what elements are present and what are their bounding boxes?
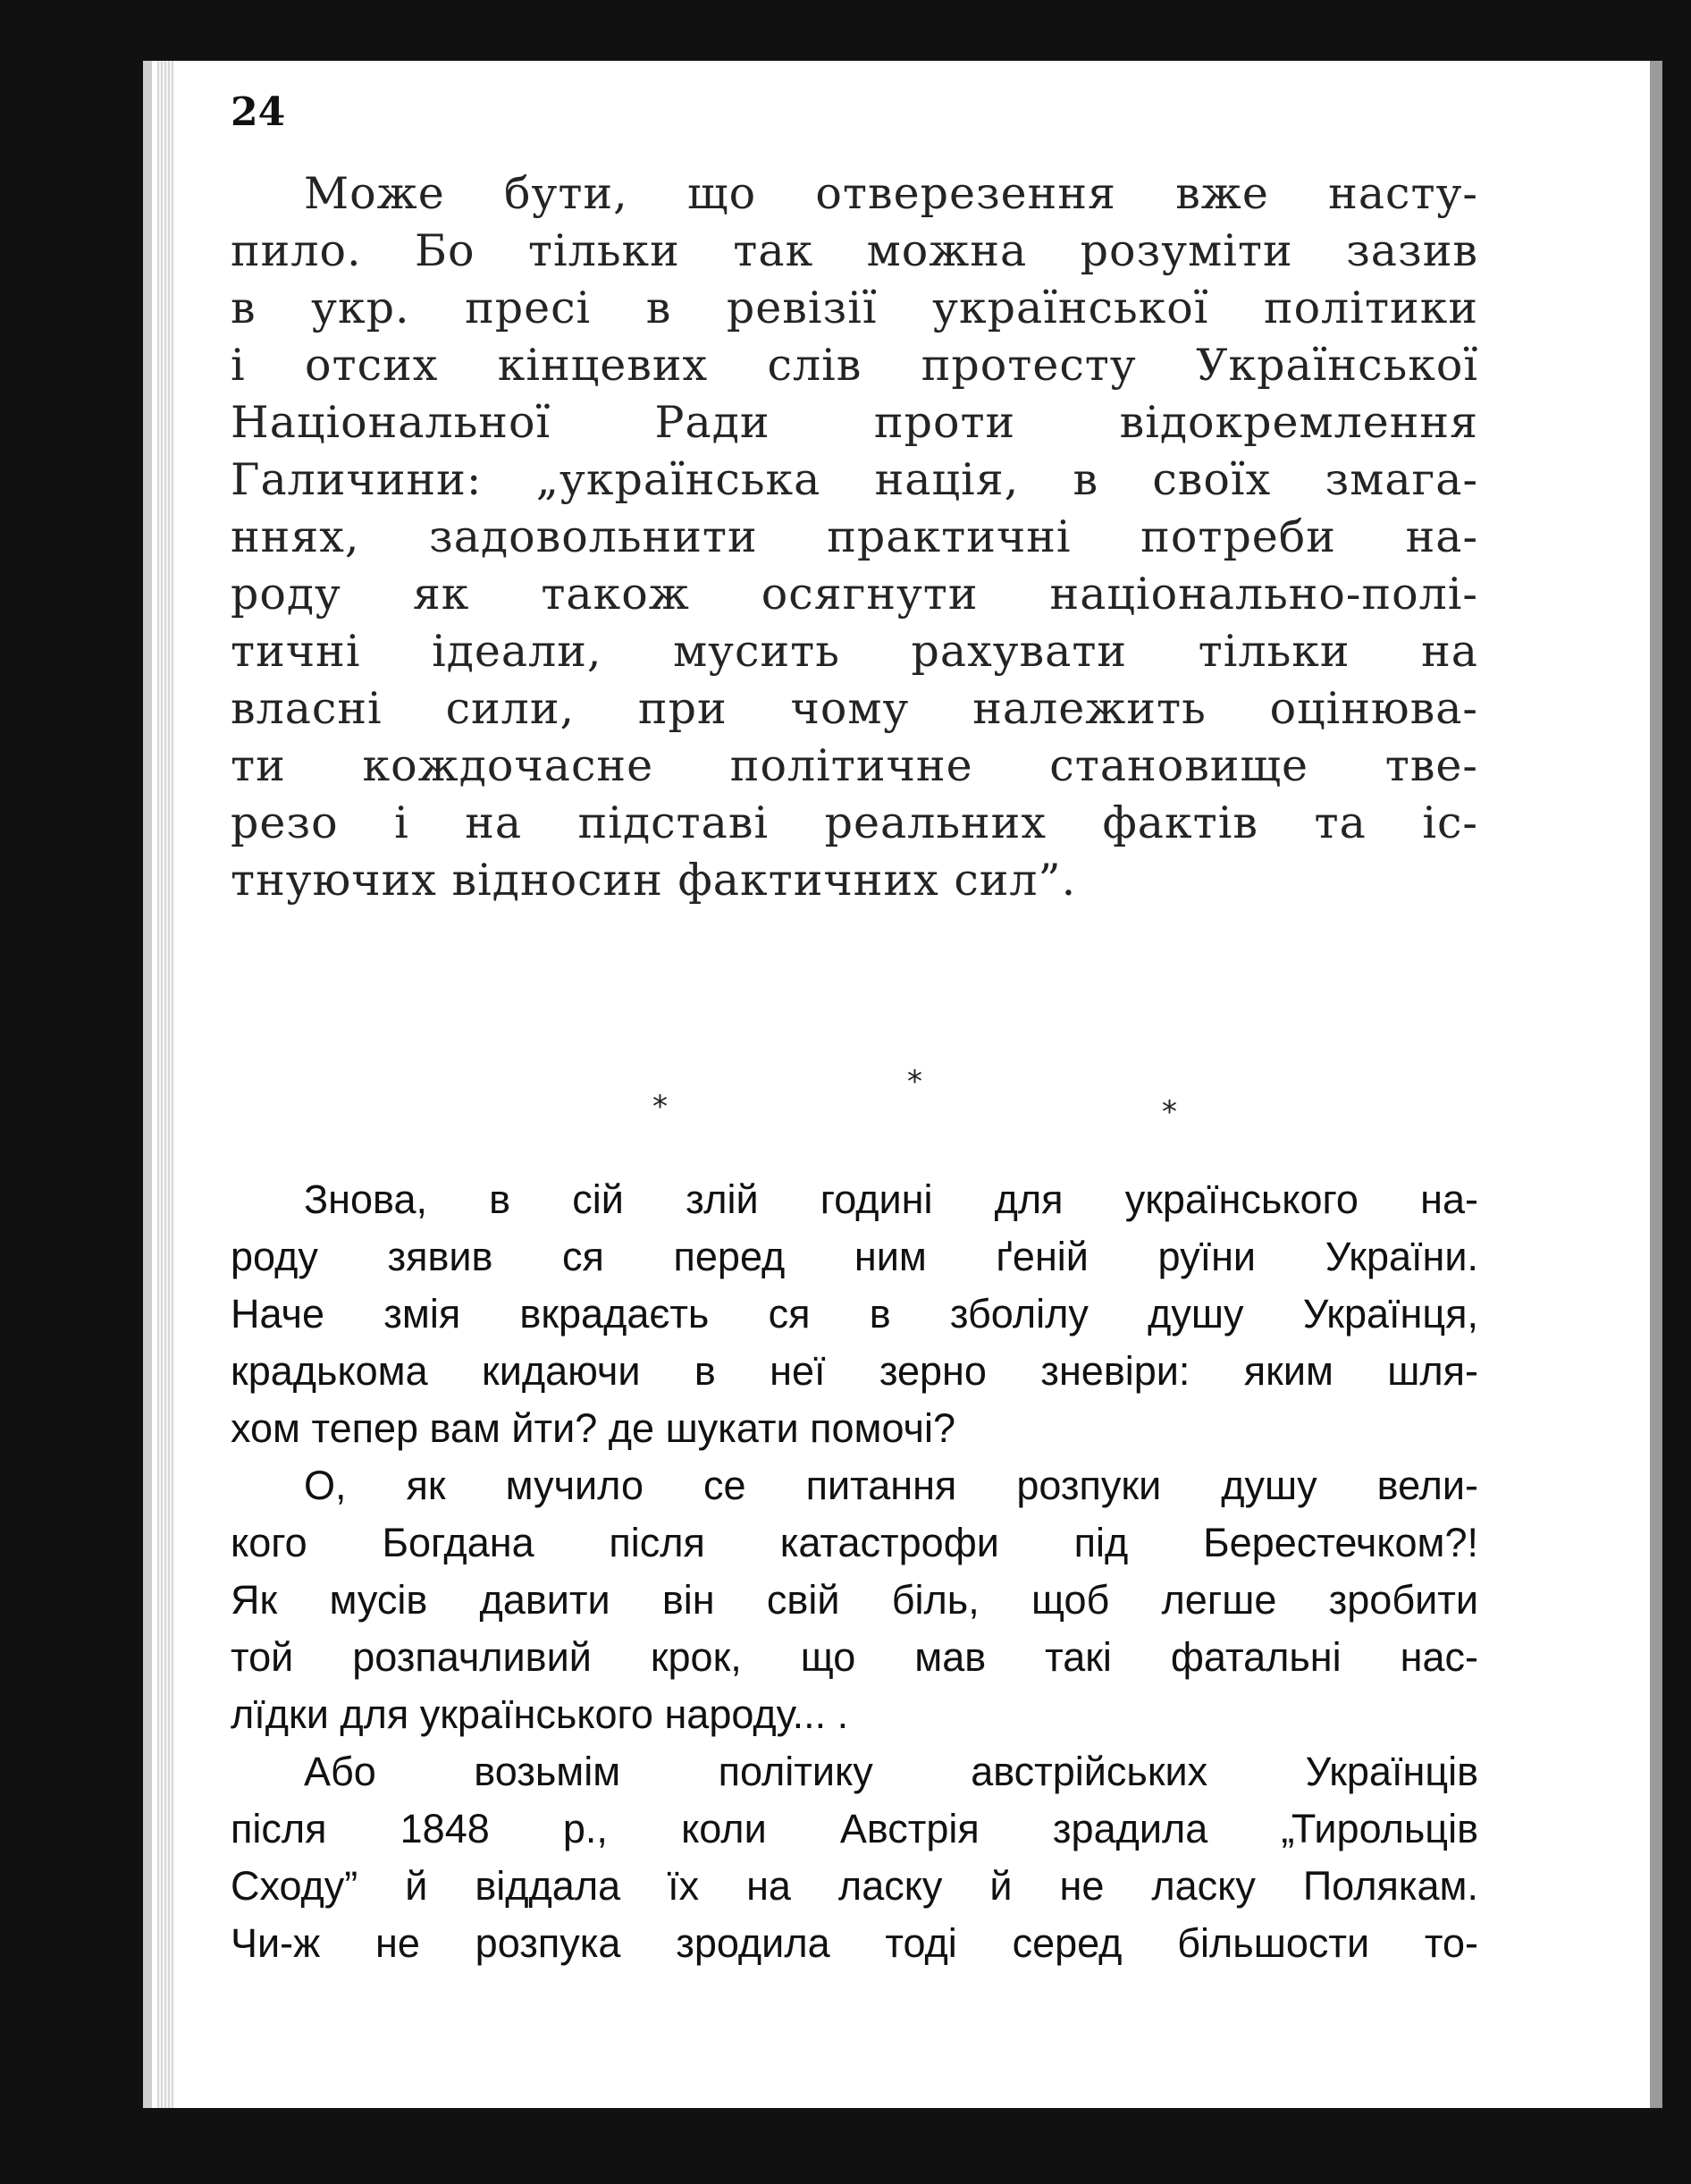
text-line: ти кождочасне політичне становище тве- (231, 740, 1478, 791)
text-line: роду зявив ся перед ним ґеній руїни України. (231, 1234, 1478, 1279)
text-line: лїдки для українського народу... . (231, 1691, 849, 1737)
text-line: хом тепер вам йти? де шукати помочі? (231, 1405, 955, 1451)
text-line: Як мусів давити він свій біль, щоб легше зробити (231, 1577, 1478, 1623)
text-line: Або возьмім політику австрійських Українців (304, 1749, 1478, 1794)
text-line: Галичини: „українська нація, в своїх змага- (231, 454, 1478, 505)
text-line: тичні ідеали, мусить рахувати тільки на (231, 626, 1478, 677)
text-line: Може бути, що отверезення вже насту- (304, 168, 1478, 219)
separator-star: * (652, 1089, 668, 1125)
text-line: роду як також осягнути національно-полі- (231, 569, 1478, 620)
text-line: кого Богдана після катастрофи під Берестечком?! (231, 1520, 1478, 1565)
text-line: Сходу” й віддала їх на ласку й не ласку Полякам. (231, 1863, 1478, 1909)
page-number: 24 (231, 89, 286, 135)
text-line: Національної Ради проти відокремлення (231, 397, 1478, 448)
text-line: власні сили, при чому належить оцінюва- (231, 683, 1478, 734)
text-line: крадькома кидаючи в неї зерно зневіри: яким шля- (231, 1348, 1478, 1394)
text-line: після 1848 р., коли Австрія зрадила „Тирольців (231, 1806, 1478, 1851)
separator-star: * (907, 1064, 922, 1100)
text-line: резо і на підставі реальних фактів та іс- (231, 797, 1478, 848)
text-section-2 (231, 1171, 1478, 1972)
text-line: той розпачливий крок, що мав такі фатальні нас- (231, 1634, 1478, 1680)
text-line: тнуючих відносин фактичних сил”. (231, 855, 1077, 906)
text-line: Наче змія вкрадаєть ся в зболілу душу Українця, (231, 1291, 1478, 1337)
text-section-1 (231, 165, 1478, 909)
text-line: Знова, в сій злій годині для українського на- (304, 1176, 1478, 1222)
text-line: О, як мучило се питання розпуки душу вели- (304, 1463, 1478, 1508)
text-line: в укр. пресі в ревізії української політики (231, 282, 1478, 333)
text-line: Чи-ж не розпука зродила тоді серед більшости то- (231, 1920, 1478, 1966)
separator-star: * (1162, 1094, 1177, 1130)
section-separator (0, 1064, 1691, 1135)
text-line: пило. Бо тільки так можна розуміти зазив (231, 225, 1478, 276)
text-line: і отсих кінцевих слів протесту Української (231, 340, 1478, 391)
text-line: ннях, задовольнити практичні потреби на- (231, 511, 1478, 562)
